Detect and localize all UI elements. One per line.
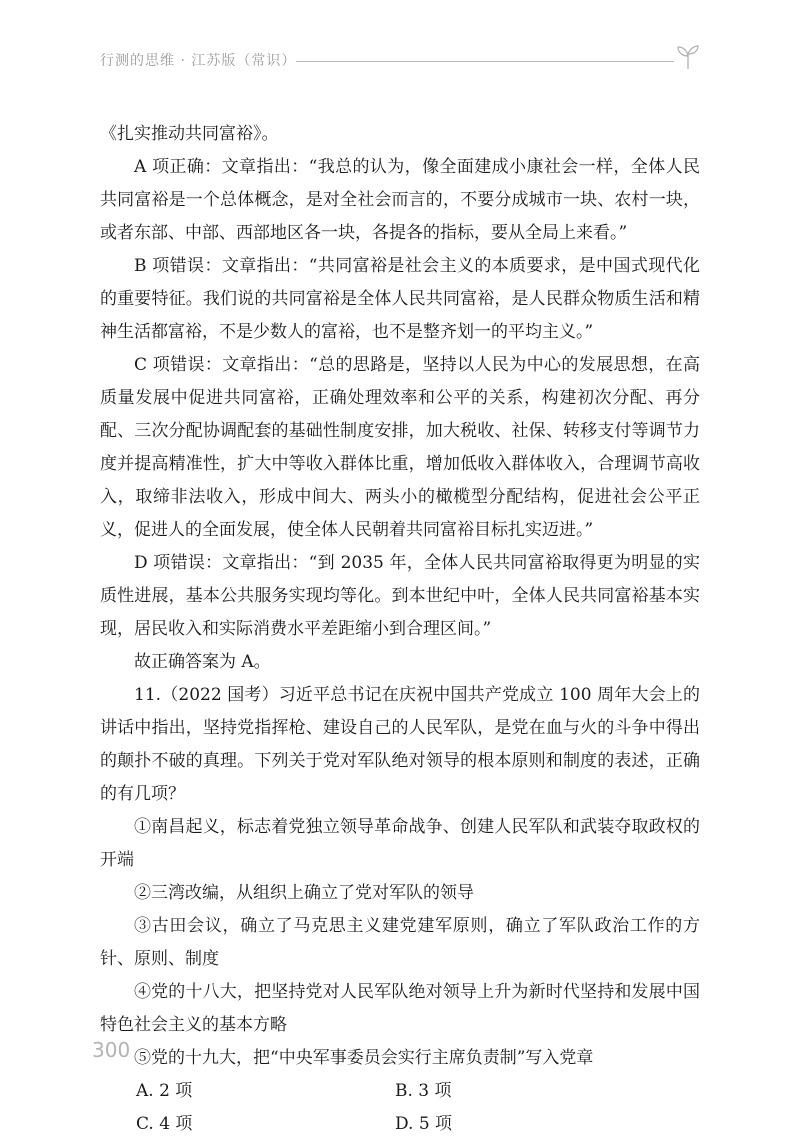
header-title: 行测的思维 · 江苏版（常识） [100, 53, 297, 69]
option-c: C. 4 项 [136, 1114, 193, 1134]
running-header [100, 44, 700, 74]
question-statement: ②三湾改编，从组织上确立了党对军队的领导 [134, 883, 474, 903]
question-statement: ⑤党的十九大，把“中央军事委员会实行主席负责制”写入党章 [134, 1048, 594, 1068]
paragraph-option-b: B 项错误：文章指出：“共同富裕是社会主义的本质要求，是中国式现代化的重要特征。我们说的共同富裕是全体人民共同富裕，是人民群众物质生活和精神生活都富裕，不是少数人的富裕，也不是整齐划一的平均主义。” [100, 256, 700, 342]
option-a: A. 2 项 [136, 1081, 193, 1101]
paragraph-option-a: A 项正确：文章指出：“我总的认为，像全面建成小康社会一样，全体人民共同富裕是一个总体概念，是对全社会而言的，不要分成城市一块、农村一块，或者东部、中部、西部地区各一块，各提各的指标，要从全局上来看。” [100, 157, 700, 243]
paragraph-option-c: C 项错误：文章指出：“总的思路是，坚持以人民为中心的发展思想，在高质量发展中促进共同富裕，正确处理效率和公平的关系，构建初次分配、再分配、三次分配协调配套的基础性制度安排，加大税收、社保、转移支付等调节力度并提高精准性，扩大中等收入群体比重，增加低收入群体收入，合理调节高收入，取缔非法收入，形成中间大、两头小的橄榄型分配结构，促进社会公平正义，促进人的全面发展，使全体人民朝着共同富裕目标扎实迈进。” [100, 355, 700, 540]
question-statement: ④党的十八大，把坚持党对人民军队绝对领导上升为新时代坚持和发展中国特色社会主义的基本方略 [100, 982, 700, 1035]
page-content [100, 118, 700, 1141]
options-row-2 [100, 1108, 700, 1141]
sprout-icon [676, 44, 700, 70]
question-stem: 11.（2022 国考）习近平总书记在庆祝中国共产党成立 100 周年大会上的讲话中指出，坚持党指挥枪、建设自己的人民军队，是党在血与火的斗争中得出的颠扑不破的真理。下列关于党对军队绝对领导的根本原则和制度的表述，正确的有几项？ [100, 685, 700, 804]
question-statement: ③古田会议，确立了马克思主义建党建军原则，确立了军队政治工作的方针、原则、制度 [100, 916, 700, 969]
paragraph-option-d: D 项错误：文章指出：“到 2035 年，全体人民共同富裕取得更为明显的实质性进展，基本公共服务实现均等化。到本世纪中叶，全体人民共同富裕基本实现，居民收入和实际消费水平差距缩小到合理区间。” [100, 553, 700, 639]
option-d: D. 5 项 [395, 1114, 453, 1134]
option-b: B. 3 项 [395, 1081, 452, 1101]
paragraph-source: 《扎实推动共同富裕》。 [100, 124, 279, 144]
header-rule [296, 61, 674, 62]
paragraph-answer: 故正确答案为 A。 [134, 652, 271, 672]
options-row-1 [100, 1075, 700, 1108]
question-statement: ①南昌起义，标志着党独立领导革命战争、创建人民军队和武装夺取政权的开端 [100, 817, 700, 870]
page-number: 300 [92, 1038, 131, 1062]
